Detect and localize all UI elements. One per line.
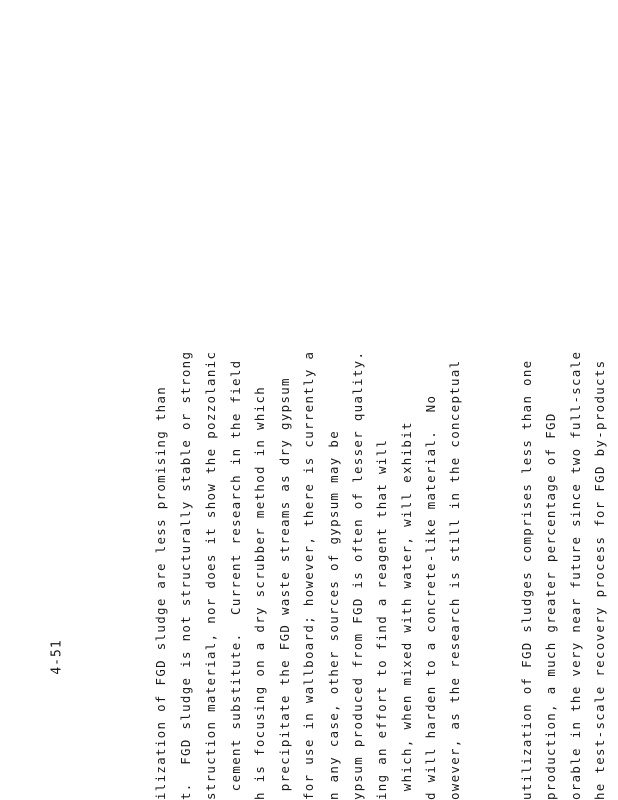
text-line: h is focusing on a dry scrubber method in which (252, 385, 267, 800)
text-line: production, a much greater percentage of FGD (543, 412, 558, 800)
text-line: cement substitute. Current research in the field (228, 359, 243, 800)
text-line: ilization of FGD sludge are less promising than (153, 385, 168, 800)
text-line: t. FGD sludge is not structurally stable or strong (178, 350, 193, 800)
text-line: he test-scale recovery process for FGD by-products (592, 359, 607, 800)
text-line: n any case, other sources of gypsum may be (326, 429, 341, 800)
text-line: ypsum produced from FGD is often of lesser quality. (350, 350, 365, 800)
text-line: d will harden to a concrete-like material. No (423, 394, 438, 800)
text-line: for use in wallboard; however, there is currently a (301, 350, 316, 800)
text-line: struction material, nor does it show the pozzolanic (203, 350, 218, 800)
text-line: utilization of FGD sludges comprises less than one (519, 359, 534, 800)
text-line: which, when mixed with water, will exhibit (399, 421, 414, 800)
page-number: 4-51 (49, 639, 65, 675)
text-line: ing an effort to find a reagent that will (374, 438, 389, 800)
text-line: owever, as the research is still in the conceptual (447, 359, 462, 800)
text-line: precipitate the FGD waste streams as dry gypsum (277, 377, 292, 800)
text-line: orable in the very near future since two full-scale (568, 350, 583, 800)
